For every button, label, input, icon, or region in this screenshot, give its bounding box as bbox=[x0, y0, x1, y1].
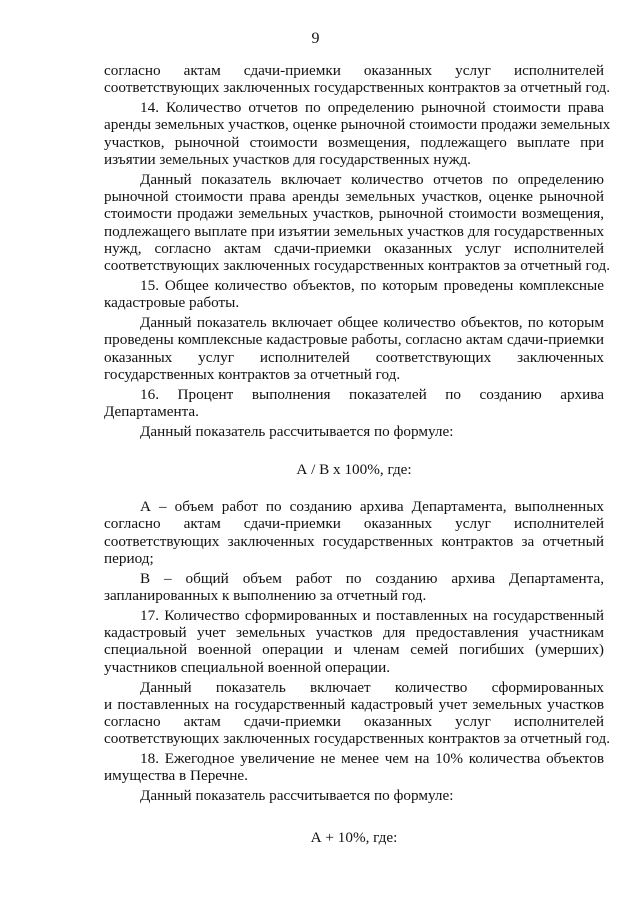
text-line: изъятии земельных участков для государственных нужд. bbox=[104, 150, 471, 168]
document-body bbox=[104, 62, 611, 847]
text-line: участков, рыночной стоимости возмещения, подлежащего выплате при bbox=[104, 133, 604, 151]
text-line: имущества в Перечне. bbox=[104, 767, 248, 785]
text-line: согласно актам сдачи-приемки оказанных услуг исполнителей bbox=[104, 515, 604, 533]
text-line: период; bbox=[104, 549, 154, 567]
text-line: 17. Количество сформированных и поставленных на государственный bbox=[140, 606, 604, 624]
paragraph bbox=[104, 498, 604, 567]
text-line: подлежащего выплате при изъятии земельных участков для государственных bbox=[104, 222, 605, 240]
paragraph bbox=[104, 570, 604, 605]
paragraph bbox=[104, 386, 604, 421]
paragraph bbox=[104, 787, 604, 804]
text-line: Данный показатель включает количество отчетов по определению bbox=[140, 170, 604, 188]
paragraph bbox=[104, 607, 604, 676]
text-line: специальной военной операции и членам семей погибших (умерших) bbox=[104, 641, 604, 659]
text-line: соответствующих заключенных государственных контрактов за отчетный год. bbox=[104, 730, 611, 748]
paragraph bbox=[104, 423, 604, 440]
text-line: кадастровый учет земельных участков для предоставления участникам bbox=[104, 624, 604, 642]
text-line: аренды земельных участков, оценке рыночной стоимости продажи земельных bbox=[104, 116, 611, 134]
text-line: согласно актам сдачи-приемки оказанных услуг исполнителей bbox=[104, 713, 604, 731]
text-line: В – общий объем работ по созданию архива Департамента, bbox=[140, 569, 604, 587]
text-line: государственных контрактов за отчетный год. bbox=[104, 366, 401, 384]
text-line: кадастровые работы. bbox=[104, 294, 240, 312]
text-line: соответствующих заключенных государственных контрактов за отчетный год. bbox=[104, 79, 611, 97]
text-line: Данный показатель рассчитывается по формуле: bbox=[140, 422, 454, 440]
text-line: рыночной стоимости права аренды земельных участков, оценке рыночной bbox=[104, 188, 604, 206]
text-line: Данный показатель рассчитывается по формуле: bbox=[140, 787, 454, 805]
text-line: А – объем работ по созданию архива Департамента, выполненных bbox=[140, 498, 604, 516]
paragraph bbox=[104, 62, 611, 97]
text-line: соответствующих заключенных государственных контрактов за отчетный год. bbox=[104, 257, 611, 275]
paragraph bbox=[104, 314, 604, 383]
paragraph bbox=[104, 678, 611, 748]
formula: А / В х 100%, где: bbox=[296, 460, 412, 478]
text-line: 14. Количество отчетов по определению рыночной стоимости права bbox=[140, 99, 604, 117]
paragraph bbox=[104, 170, 611, 275]
text-line: нужд, согласно актам сдачи-приемки оказанных услуг исполнителей bbox=[104, 239, 604, 257]
formula: А + 10%, где: bbox=[310, 829, 398, 847]
paragraph bbox=[104, 277, 604, 312]
text-line: и поставленных на государственный кадастровый учет земельных участков bbox=[104, 695, 604, 713]
text-line: стоимости продажи земельных участков, рыночной стоимости возмещения, bbox=[104, 205, 604, 223]
text-line: 15. Общее количество объектов, по которым проведены комплексные bbox=[140, 277, 604, 295]
text-line: проведены комплексные кадастровые работы, согласно актам сдачи-приемки bbox=[104, 331, 604, 349]
text-line: участников специальной военной операции. bbox=[104, 658, 391, 676]
page-number: 9 bbox=[311, 30, 320, 47]
paragraph bbox=[104, 99, 611, 168]
text-line: 18. Ежегодное увеличение не менее чем на 10% количества объектов bbox=[140, 750, 604, 768]
text-line: 16. Процент выполнения показателей по созданию архива bbox=[140, 385, 604, 403]
text-line: согласно актам сдачи-приемки оказанных услуг исполнителей bbox=[104, 62, 604, 79]
text-line: Данный показатель включает общее количество объектов, по которым bbox=[140, 314, 604, 332]
text-line: запланированных к выполнению за отчетный год. bbox=[104, 587, 427, 605]
paragraph bbox=[104, 750, 604, 785]
text-line: соответствующих заключенных государственных контрактов за отчетный bbox=[104, 532, 604, 550]
text-line: оказанных услуг исполнителей соответствующих заключенных bbox=[104, 348, 604, 366]
text-line: Данный показатель включает количество сформированных bbox=[140, 678, 604, 696]
text-line: Департамента. bbox=[104, 403, 199, 421]
